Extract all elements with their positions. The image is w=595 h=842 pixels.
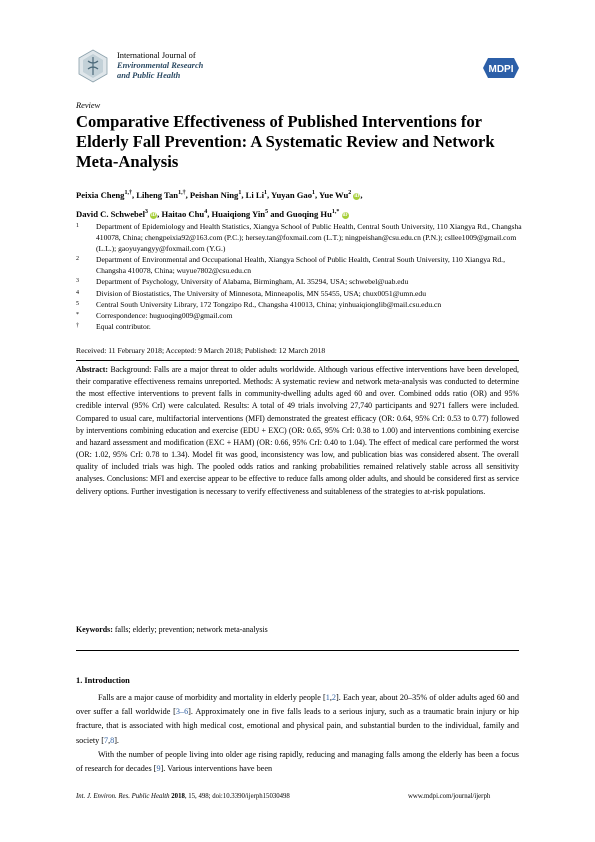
footer-year: 2018 (171, 793, 185, 800)
author-affil-marker: 1 (264, 190, 268, 196)
footer-url[interactable]: www.mdpi.com/journal/ijerph (408, 793, 491, 800)
author-name: Huaiqiong Yin (211, 208, 266, 219)
affiliation-text: Department of Psychology, University of Alabama, Birmingham, AL 35294, USA; schwebel@uab.edu (96, 277, 409, 287)
affiliation-item (76, 276, 526, 287)
orcid-icon[interactable]: iD (354, 193, 360, 199)
author-name: Yuyan Gao (271, 189, 313, 200)
author-affil-marker: 1 (312, 190, 316, 196)
affiliation-item (76, 310, 526, 321)
affiliation-text: Department of Epidemiology and Health Statistics, Xiangya School of Public Health, Central South University, 110 Xiangya Rd., Changsha 410078, China; chengpeixia92@163.com (P.C.); hersey.tan@foxmail.com (L.T.); ningpeishan@csu.edu.cn (P.N.); csllee1009@gmail.com (L.L.); gaoyuyangyy@foxmail.com (Y.G.) (96, 222, 522, 254)
affiliation-text: Central South University Library, 172 Tongzipo Rd., Changsha 410013, China; yinhuaiqionglib@mail.csu.edu.cn (96, 299, 442, 309)
orcid-icon[interactable]: iD (151, 212, 157, 218)
author-affil-marker: 1,† (178, 190, 186, 196)
author-name: Yue Wu (319, 189, 349, 200)
author-name: Peixia Cheng (76, 189, 125, 200)
abstract-text: Background: Falls are a major threat to older adults worldwide. Although various effective interventions have been developed, their comparative effectiveness remains unreported. Methods: A systematic review and network meta-analysis was conducted to determine the most effective interventions to prevent falls in community-dwelling adults aged 60 and over. Combined odds ratio (OR) and 95% credible interval (95% CrI) were calculated. Results: A total of 49 trials involving 27,740 participants and 9271 fallers were included. Compared to usual care, multifactorial interventions (MFI) demonstrated the greatest efficacy (OR: 0.64, 95% CrI: 0.53 to 0.77) followed by interventions combining education and exercise (EDU + EXC) (OR: 0.65, 95% CrI: 0.38 to 1.00) and interventions combining exercise and hazard assessment and modification (EXC + HAM) (OR: 0.66, 95% CrI: 0.40 to 1.04). The effect of medical care performed the worst (OR: 1.02, 95% CrI: 0.78 to 1.34). Model fit was good, inconsistency was low, and publication bias was considered absent. The overall quality of included trials was high. The pooled odds ratios and ranking probabilities remained relatively stable across all sensitivity analyses. Conclusions: MFI and exercise appear to be effective to reduce falls among older adults, and should be considered first as service delivery options. Further investigation is necessary to verify effectiveness and suitableness of the strategies to at-risk populations. (76, 365, 519, 496)
footer-citation-rest: , 15, 498; doi:10.3390/ijerph15030498 (184, 793, 290, 800)
affiliation-number: * (76, 311, 79, 318)
author-affil-marker: 4 (204, 208, 208, 215)
keywords-text: falls; elderly; prevention; network meta-analysis (114, 625, 268, 634)
affiliation-text: Department of Environmental and Occupational Health, Xiangya School of Public Health, Central South University, 110 Xiangya Rd., Changsha 410078, China; wuyue7802@csu.edu.cn (96, 255, 505, 276)
affiliation-number: † (76, 322, 79, 329)
article-history: Received: 11 February 2018; Accepted: 9 March 2018; Published: 12 March 2018 (76, 346, 326, 355)
author-affil-marker: 1,† (124, 190, 132, 196)
author-affil-marker: 1,* (331, 208, 340, 215)
journal-logo-icon (76, 49, 110, 83)
article-type: Review (76, 101, 101, 110)
journal-name-line3: and Public Health (117, 71, 181, 80)
affiliation-item (76, 321, 526, 332)
article-title: Comparative Effectiveness of Published Interventions for Elderly Fall Prevention: A Systematic Review and Network Meta-Analysis (76, 112, 495, 171)
affiliation-number: 4 (76, 289, 79, 296)
keywords-label: Keywords: (76, 625, 113, 634)
author-affil-marker: 1 (238, 190, 242, 196)
author-affil-marker: 5 (265, 208, 269, 215)
divider (76, 650, 519, 651)
author-name: Haitao Chu (161, 208, 205, 219)
correspondence-text: Correspondence: huguoqing009@gmail.com (96, 310, 233, 320)
affiliation-item (76, 299, 526, 310)
footer-citation (76, 793, 290, 800)
affiliation-number: 2 (76, 256, 79, 263)
affiliation-number: 3 (76, 278, 79, 285)
author-name: David C. Schwebel (76, 208, 145, 219)
affiliation-item (76, 288, 526, 299)
affiliation-number: 5 (76, 300, 79, 307)
affiliation-number: 1 (76, 223, 79, 229)
introduction-body (76, 691, 519, 776)
section-heading: 1. Introduction (76, 676, 130, 685)
keywords (76, 625, 519, 634)
author-name: Guoqing Hu (286, 208, 332, 219)
abstract (76, 364, 519, 498)
paragraph: With the number of people living into older age rising rapidly, reducing and managing falls among the elderly has been a focus of research for decades [9]. Various interventions have been (76, 749, 519, 774)
author-affil-marker: 2 (348, 190, 352, 196)
journal-name-line1: International Journal of (117, 51, 196, 60)
affiliation-text: Division of Biostatistics, The University of Minnesota, Minneapolis, MN 55455, USA; chux0051@umn.edu (96, 288, 426, 298)
mdpi-logo-icon (482, 57, 520, 79)
affiliation-item (76, 254, 526, 276)
affiliation-list (76, 221, 526, 332)
affiliation-item (76, 221, 526, 254)
author-name: Liheng Tan (136, 189, 179, 200)
journal-name-line2: Environmental Research (117, 61, 204, 70)
author-list: Peixia Cheng$^{1,\dagger}$, Liheng Tan$^{1,\dagger}$, Peishan Ning$^1$, Li Li$^1$, Yuyan Gao$^1$, Yue Wu$^2$ iD, David C. Schwebel$^3$ iD, Haitao Chu$^4$, Huaiqiong Yin$^5$ and Guoqing $Hu^{1,*}$ iD (76, 189, 363, 219)
equal-contribution-note: Equal contributor. (96, 321, 151, 331)
author-affil-marker: 3 (145, 208, 148, 215)
citation-link[interactable]: 7 (103, 735, 109, 745)
paragraph: Falls are a major cause of morbidity and mortality in elderly people [1,2]. Each year, about 20–35% of older adults aged 60 and over suffer a fall worldwide [3–6]. Approximately one in five falls leads to a serious injury, such as a traumatic brain injury or hip fracture, that is associated with high medical cost, emotional and physical pain, and substantial burden to the individual, family and society [7,8]. (76, 693, 519, 745)
citation-link[interactable]: 2 (331, 693, 336, 702)
citation-link[interactable]: 1 (325, 693, 330, 702)
divider (76, 360, 519, 361)
publisher-name: MDPI (488, 64, 514, 75)
citation-link[interactable]: 9 (156, 764, 161, 774)
citation-link[interactable]: 8 (110, 735, 115, 745)
abstract-label: Abstract: (76, 365, 108, 374)
journal-abbrev: Int. J. Environ. Res. Public Health (76, 793, 170, 800)
orcid-icon[interactable]: iD (342, 212, 348, 218)
citation-link[interactable]: 3–6 (175, 707, 189, 717)
journal-name (117, 51, 203, 81)
author-name: Peishan Ning (189, 189, 239, 200)
author-name: Li Li (245, 189, 265, 200)
